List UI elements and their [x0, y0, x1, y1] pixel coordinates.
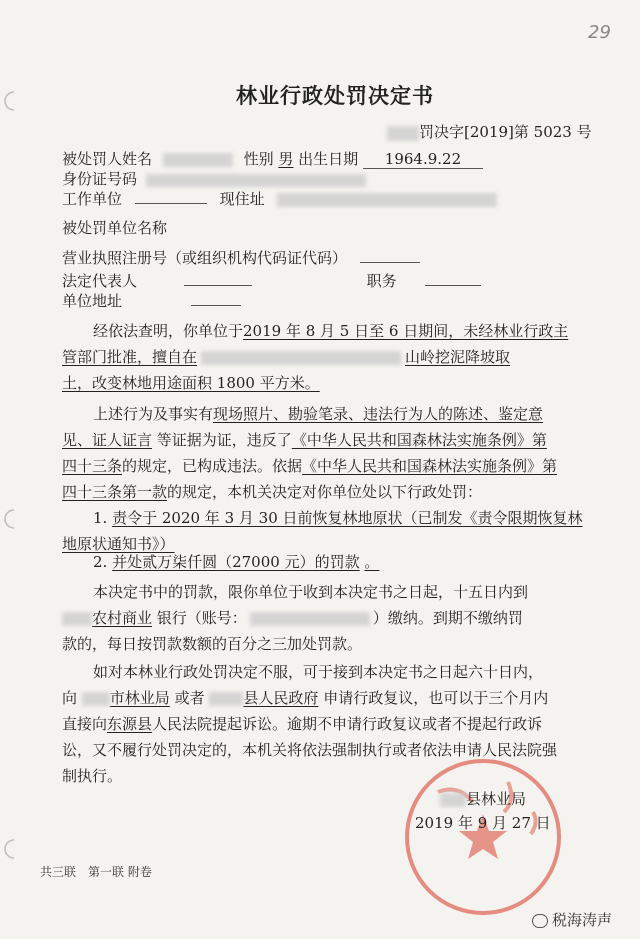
para1-line2: 管部门批准，擅自在 山岭挖泥降坡取 — [62, 348, 511, 366]
binder-marks — [0, 80, 20, 880]
official-seal — [398, 752, 568, 922]
id-row: 身份证号码 — [62, 170, 366, 188]
watermark: 税海涛声 — [532, 909, 612, 930]
para2-line3: 四十三条的规定，已构成违法。依据《中华人民共和国森林法实施条例》第 — [62, 457, 558, 475]
wechat-icon — [532, 914, 548, 928]
footer-note: 共三联 第一联 附卷 — [40, 865, 152, 879]
issue-date: 2019 年 9 月 27 日 — [415, 814, 551, 832]
para1-line1: 经依法查明，你单位于2019 年 8 月 5 日至 6 日期间，未经林业行政主 — [93, 322, 569, 340]
penalty-item-2: 2. 并处贰万柒仟圆（27000 元）的罚款 。 — [93, 553, 380, 571]
para4-line2: 向 市林业局 或者 县人民政府 申请行政复议，也可以于三个月内 — [62, 689, 549, 707]
para3-line2: 农村商业 银行（账号： ）缴纳。到期不缴纳罚 — [62, 609, 523, 627]
issuer: 县林业局 — [440, 790, 526, 808]
person-name-row: 被处罚人姓名 性别 男 出生日期 1964.9.22 — [62, 150, 483, 169]
para2-line4: 四十三条第一款的规定，本机关决定对你单位处以下行政处罚： — [62, 483, 483, 501]
para4-line4: 讼，又不履行处罚决定的，本机关将依法强制执行或者依法申请人民法院强 — [62, 741, 558, 759]
penalty-item-1-cont: 地原状通知书》） — [62, 535, 175, 553]
document-title: 林业行政处罚决定书 — [236, 83, 434, 108]
doc-number: 罚决字[2019]第 5023 号 — [387, 123, 592, 141]
para3-line1: 本决定书中的罚款，限你单位于收到本决定书之日起，十五日内到 — [93, 583, 529, 601]
para1-line3: 土，改变林地用途面积 1800 平方米。 — [62, 374, 320, 392]
unit-name-row: 被处罚单位名称 — [62, 219, 168, 237]
para4-line3: 直接向东源县人民法院提起诉讼。逾期不申请行政复议或者不提起行政诉 — [62, 715, 543, 733]
page-number: 29 — [588, 22, 611, 43]
para3-line3: 款的，每日按罚款数额的百分之三加处罚款。 — [62, 635, 363, 653]
license-row: 营业执照注册号（或组织机构代码证代码） — [62, 249, 420, 267]
para2-line2: 见、证人证言 等证据为证，违反了《中华人民共和国森林法实施条例》第 — [62, 431, 547, 449]
para4-line5: 制执行。 — [62, 767, 123, 785]
para4-line1: 如对本林业行政处罚决定不服，可于接到本决定书之日起六十日内， — [93, 663, 544, 681]
unit-addr-row: 单位地址 — [62, 292, 241, 310]
para2-line1: 上述行为及事实有现场照片、勘验笔录、违法行为人的陈述、鉴定意 — [93, 405, 544, 423]
penalty-item-1: 1. 责令于 2020 年 3 月 30 日前恢复林地原状（已制发《责令限期恢复林 — [93, 509, 583, 527]
rep-row: 法定代表人 职务 — [62, 272, 481, 290]
birth-date: 1964.9.22 — [363, 150, 483, 169]
work-row: 工作单位 现住址 — [62, 190, 497, 208]
